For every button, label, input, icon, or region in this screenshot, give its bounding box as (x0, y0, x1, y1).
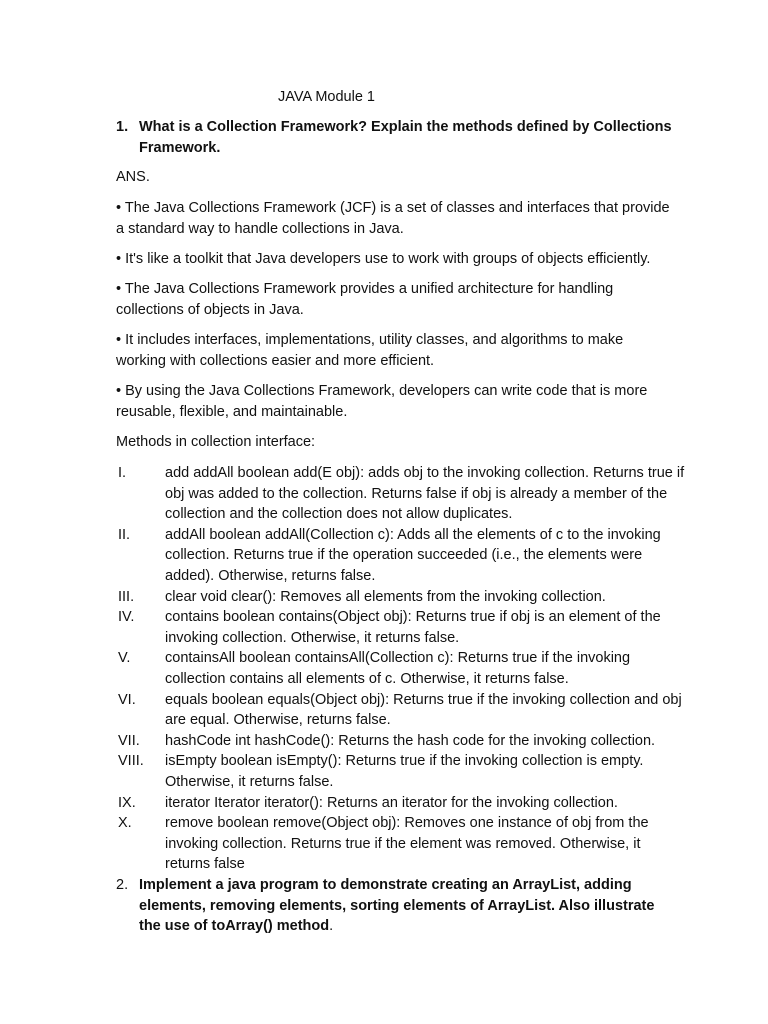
answer-label: ANS. (116, 169, 150, 185)
method-text: containsAll boolean containsAll(Collection c): Returns true if the invoking collection contains all elements of c. Otherwise, it returns false. (165, 650, 631, 687)
method-item (116, 525, 686, 587)
method-text: add addAll boolean add(E obj): adds obj to the invoking collection. Returns true if obj was added to the collection. Returns false if obj is already a member of the collection and the collection does not allow duplicates. (165, 465, 685, 523)
question-2-body: Implement a java program to demonstrate creating an ArrayList, adding elements, removing elements, sorting elements of ArrayList. Also illustrate the use of toArray() method (139, 877, 655, 934)
method-numeral: VI. (118, 691, 136, 708)
question-1-number: 1. (116, 119, 129, 135)
method-text: iterator Iterator iterator(): Returns an iterator for the invoking collection. (165, 794, 618, 811)
method-item (116, 463, 686, 525)
bullet-paragraph: • By using the Java Collections Framework, developers can write code that is more reusable, flexible, and maintainable. (116, 383, 648, 420)
question-2-text (139, 875, 679, 937)
method-numeral: II. (118, 526, 131, 543)
method-text: equals boolean equals(Object obj): Returns true if the invoking collection and obj are equal. Otherwise, returns false. (165, 691, 682, 729)
method-item (116, 751, 686, 792)
method-item (116, 690, 686, 731)
question-1-text: What is a Collection Framework? Explain the methods defined by Collections Framework. (139, 119, 672, 156)
method-numeral: X. (118, 815, 132, 832)
methods-list (116, 463, 686, 875)
question-2-number: 2. (116, 877, 129, 893)
method-numeral: I. (118, 465, 127, 481)
method-item (116, 813, 686, 875)
bullet-paragraph: • The Java Collections Framework provides a unified architecture for handling collections of objects in Java. (116, 281, 614, 318)
method-numeral: VII. (118, 732, 140, 749)
method-item (116, 648, 686, 689)
method-numeral: VIII. (118, 753, 144, 770)
method-text: addAll boolean addAll(Collection c): Adds all the elements of c to the invoking collection. Returns true if the operation succeeded (i.e., the elements were added). Otherwise, returns false. (165, 526, 661, 584)
method-text: contains boolean contains(Object obj): Returns true if obj is an element of the invoking collection. Otherwise, it returns false. (165, 609, 661, 646)
method-numeral: V. (118, 650, 131, 667)
method-numeral: IV. (118, 609, 135, 626)
method-numeral: III. (118, 588, 135, 605)
method-text: remove boolean remove(Object obj): Removes one instance of obj from the invoking collection. Returns true if the element was removed. Otherwise, it returns false (165, 815, 649, 873)
method-text: isEmpty boolean isEmpty(): Returns true if the invoking collection is empty. Otherwise, it returns false. (165, 753, 644, 790)
question-2-period: . (329, 918, 334, 934)
method-item (116, 731, 686, 752)
document-title: JAVA Module 1 (278, 89, 375, 105)
method-text: hashCode int hashCode(): Returns the hash code for the invoking collection. (165, 732, 656, 749)
bullet-paragraph: • It's like a toolkit that Java developers use to work with groups of objects efficiently. (116, 251, 651, 267)
method-item (116, 607, 686, 648)
method-numeral: IX. (118, 794, 136, 811)
bullet-paragraph: • It includes interfaces, implementations, utility classes, and algorithms to make working with collections easier and more efficient. (116, 332, 624, 369)
method-text: clear void clear(): Removes all elements from the invoking collection. (165, 588, 606, 605)
bullet-paragraph: • The Java Collections Framework (JCF) is a set of classes and interfaces that provide a standard way to handle collections in Java. (116, 200, 670, 237)
method-item (116, 793, 686, 814)
methods-heading: Methods in collection interface: (116, 434, 316, 450)
method-item (116, 587, 686, 608)
